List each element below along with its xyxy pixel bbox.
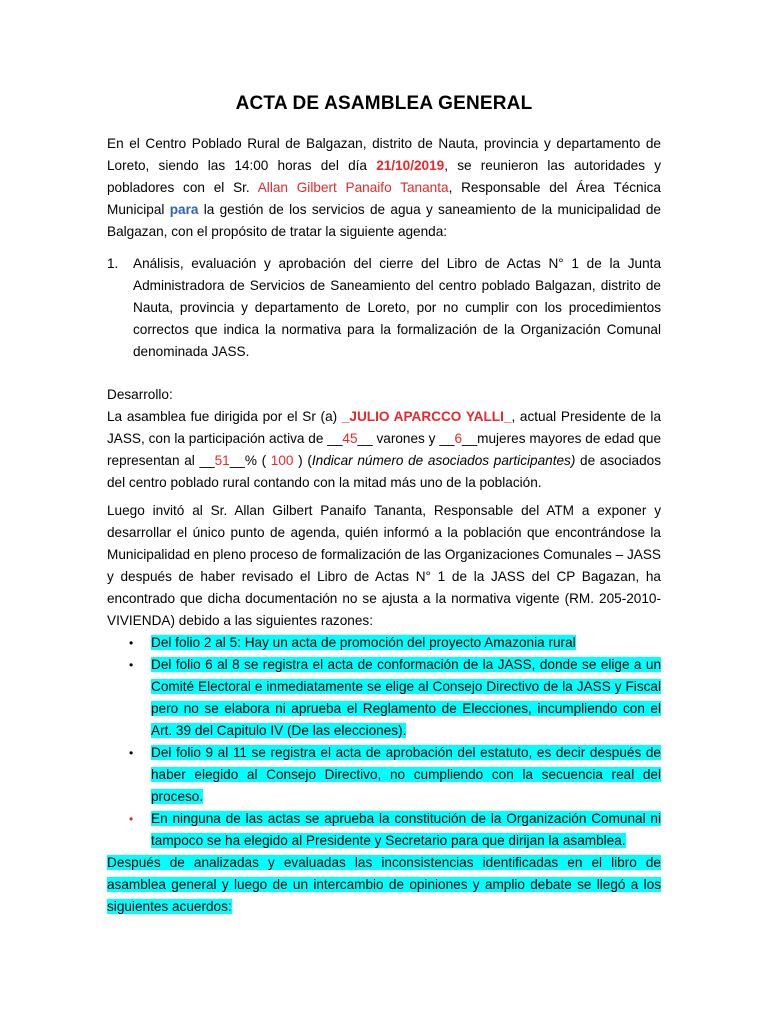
intro-text-1: En el Centro Poblado Rural de Balgazan, distrito de Nauta, provincia y departamento de Loreto, siendo las 14:00 horas del día [107,136,661,173]
reason-text: Del folio 2 al 5: Hay un acta de promoción del proyecto Amazonia rural [151,635,576,650]
desarrollo-paragraph [107,406,661,494]
men-blank-pre: __ [327,431,343,446]
percent-blank-post: __ [229,453,245,468]
men-count: 45 [342,431,358,446]
reasons-list [107,632,661,918]
bullet-icon: • [129,658,134,672]
women-blank-post: __ [462,431,478,446]
desarrollo-text-6: ) ( [293,453,312,468]
reason-item [107,808,661,852]
document-title: ACTA DE ASAMBLEA GENERAL [235,93,533,114]
desarrollo-heading: Desarrollo: [107,387,173,402]
men-blank-post: __ [357,431,373,446]
desarrollo-text-2: , actual Presidente de la JASS, con la participación activa de [107,409,661,446]
agenda-list [107,253,661,363]
desarrollo-text-1: La asamblea fue dirigida por el Sr (a) [107,409,342,424]
meeting-date: 21/10/2019 [376,158,445,173]
agenda-item-number: 1. [107,256,119,271]
participants-note: Indicar número de asociados participantes) [311,453,576,468]
women-count: 6 [454,431,463,446]
desarrollo-text-7: de asociados del centro poblado rural contando con la mitad más uno de la población. [107,453,662,490]
luego-paragraph: Luego invitó al Sr. Allan Gilbert Panaifo Tananta, Responsable del ATM a exponer y desarrollar el único punto de agenda, quién informó a la población que encontrándose la Municipalidad en pleno proceso de formalización de las Organizaciones Comunales – JASS y después de haber revisado el Libro de Actas N° 1 de la JASS del CP Bagazan, ha encontrado que dicha documentación no se ajusta a la normativa vigente (RM. 205-2010-VIVIENDA) debido a las siguientes razones: [107,503,661,628]
reason-item [107,742,661,808]
reason-item [107,632,661,654]
bullet-icon: • [129,636,134,650]
desarrollo-section [107,384,661,494]
desarrollo-text-3: varones y [372,431,440,446]
intro-text-4: la gestión de los servicios de agua y saneamiento de la municipalidad de Balgazan, con el propósito de tratar la siguiente agenda: [107,202,661,239]
percent-blank-pre: __ [199,453,215,468]
intro-paragraph [107,133,661,243]
reason-item [107,654,661,742]
responsible-name: Allan Gilbert Panaifo Tananta [257,180,449,195]
percent-value: 51 [214,453,230,468]
women-blank-pre: __ [439,431,455,446]
desarrollo-text-4: mujeres mayores de edad que representan al [107,431,662,468]
bullet-icon: • [129,746,134,760]
desarrollo-text-5: % ( [244,453,271,468]
reason-text: En ninguna de las actas se aprueba la constitución de la Organización Comunal ni tampoco se ha elegido al Presidente y Secretario para que dirijan la asamblea. [151,811,661,848]
total-value: 100 [270,453,294,468]
reason-text: Del folio 9 al 11 se registra el acta de aprobación del estatuto, es decir después de haber elegido al Consejo Directivo, no cumpliendo con la secuencia real del proceso. [151,745,661,804]
intro-text-3: , Responsable del Área Técnica Municipal [107,180,661,217]
reason-text: Del folio 6 al 8 se registra el acta de conformación de la JASS, donde se elige a un Comité Electoral e inmediatamente se elige al Consejo Directivo de la JASS y Fiscal pero no se elabora ni aprueba el Reglamento de Elecciones, incumpliendo con el Art. 39 del Capitulo IV (De las elecciones). [151,657,661,738]
agenda-item-text: Análisis, evaluación y aprobación del cierre del Libro de Actas N° 1 de la Junta Administradora de Servicios de Saneamiento del centro poblado Balgazan, distrito de Nauta, provincia y departamento de Loreto, por no cumplir con los procedimientos correctos que indica la normativa para la formalización de la Organización Comunal denominada JASS. [133,256,661,359]
agenda-item [107,253,661,363]
president-name: _JULIO APARCCO YALLI_ [341,409,512,424]
bullet-icon: • [129,812,134,826]
intro-text-2: , se reunieron las autoridades y pobladores con el Sr. [107,158,661,195]
conclusion-text: Después de analizadas y evaluadas las inconsistencias identificadas en el libro de asamblea general y luego de un intercambio de opiniones y amplio debate se llegó a los siguientes acuerdos: [107,855,661,914]
intro-para-word: para [169,202,199,217]
conclusion-paragraph [107,852,661,918]
